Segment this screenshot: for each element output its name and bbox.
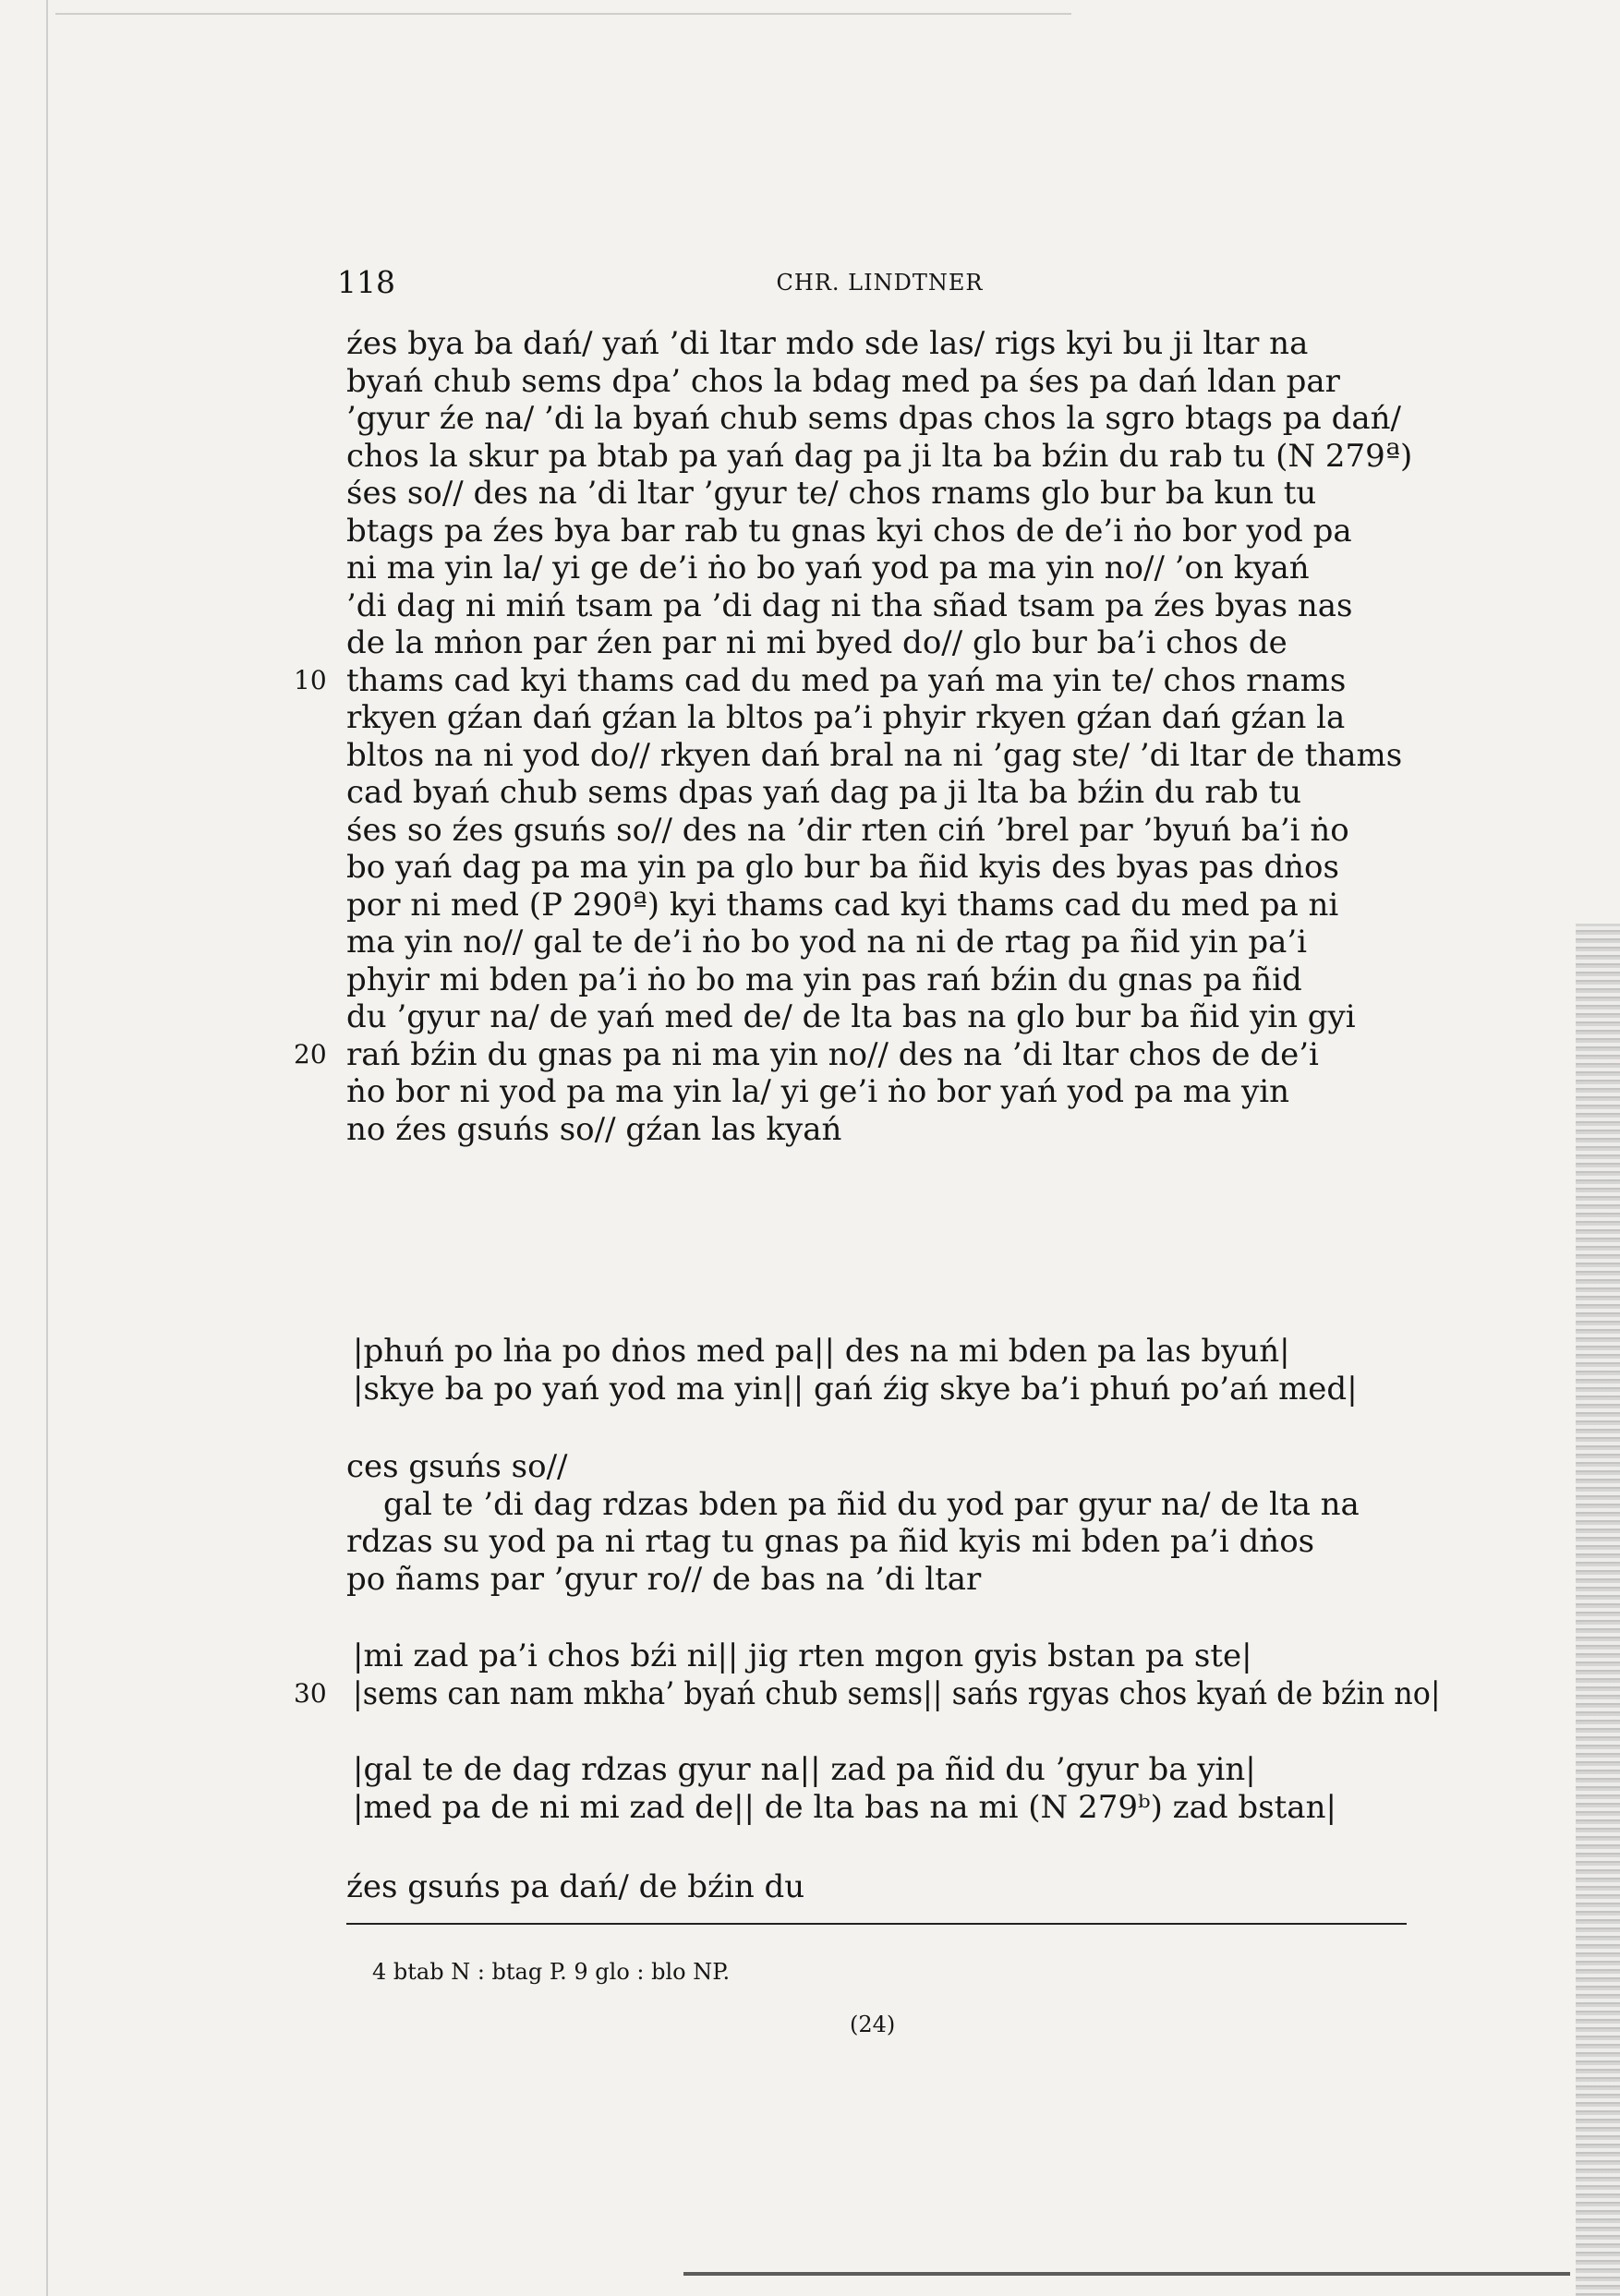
- running-head: CHR. LINDTNER: [776, 270, 984, 296]
- text-line: ṅo bor ni yod pa ma yin la/ yi ge’i ṅo bor yań yod pa ma yin: [346, 1073, 1289, 1110]
- text-line: rań bźin du gnas pa ni ma yin no// des na ’di ltar chos de de’i: [346, 1035, 1319, 1073]
- line-number: 30: [294, 1678, 327, 1709]
- scan-top-edge: [55, 13, 1071, 15]
- verse-line: |skye ba po yań yod ma yin|| gań źig skye ba’i phuń po’ań med|: [353, 1371, 1358, 1408]
- text-line: gal te ’di dag rdzas bden pa ñid du yod par gyur na/ de lta na: [383, 1485, 1360, 1523]
- text-line: ni ma yin la/ yi ge de’i ṅo bo yań yod pa ma yin no// ’on kyań: [346, 550, 1310, 586]
- scan-page-edge-texture: [1576, 924, 1620, 2296]
- text-line: śes so źes gsuńs so// des na ’dir rten ciń ’brel par ’byuń ba’i ṅo: [346, 811, 1349, 849]
- scan-binding-shadow: [46, 0, 48, 2296]
- text-line: rdzas su yod pa ni rtag tu gnas pa ñid kyis mi bden pa’i dṅos: [346, 1523, 1315, 1560]
- footnote-rule: [346, 1923, 1407, 1925]
- text-line: phyir mi bden pa’i ṅo bo ma yin pas rań bźin du gnas pa ñid: [346, 961, 1302, 998]
- text-line: btags pa źes bya bar rab tu gnas kyi chos de de’i ṅo bor yod pa: [346, 512, 1352, 550]
- text-line: ces gsuńs so//: [346, 1448, 568, 1485]
- verse-line: |med pa de ni mi zad de|| de lta bas na mi (N 279ᵇ) zad bstan|: [353, 1789, 1336, 1826]
- text-line: no źes gsuńs so// gźan las kyań: [346, 1110, 842, 1148]
- verse-line: |sems can nam mkha’ byań chub sems|| sańs rgyas chos kyań de bźin no|: [353, 1675, 1441, 1712]
- text-line: bo yań dag pa ma yin pa glo bur ba ñid kyis des byas pas dṅos: [346, 849, 1339, 886]
- page-number: 118: [337, 264, 395, 300]
- text-line: ’gyur źe na/ ’di la byań chub sems dpas chos la sgro btags pa dań/: [346, 400, 1402, 437]
- text-line: thams cad kyi thams cad du med pa yań ma yin te/ chos rnams: [346, 661, 1347, 699]
- verse-line: |gal te de dag rdzas gyur na|| zad pa ñid du ’gyur ba yin|: [353, 1751, 1256, 1788]
- text-line: źes gsuńs pa dań/ de bźin du: [346, 1868, 805, 1905]
- text-line: por ni med (P 290ª) kyi thams cad kyi thams cad du med pa ni: [346, 886, 1339, 924]
- text-line: rkyen gźan dań gźan la bltos pa’i phyir rkyen gźan dań gźan la: [346, 699, 1346, 736]
- text-line: bltos na ni yod do// rkyen dań bral na ni ’gag ste/ ’di ltar de thams: [346, 736, 1403, 774]
- text-line: ’di dag ni miń tsam pa ’di dag ni tha sñad tsam pa źes byas nas: [346, 586, 1353, 624]
- text-line: chos la skur pa btab pa yań dag pa ji lta ba bźin du rab tu (N 279ª): [346, 437, 1413, 475]
- line-number: 10: [294, 664, 327, 695]
- verse-line: |phuń po lṅa po dṅos med pa|| des na mi bden pa las byuń|: [353, 1333, 1290, 1370]
- text-line: źes bya ba dań/ yań ’di ltar mdo sde las/ rigs kyi bu ji ltar na: [346, 325, 1309, 362]
- verse-line: |mi zad pa’i chos bźi ni|| jig rten mgon gyis bstan pa ste|: [353, 1637, 1252, 1674]
- scan-bottom-edge: [683, 2272, 1570, 2276]
- signature-mark: (24): [850, 2012, 896, 2037]
- text-line: po ñams par ’gyur ro// de bas na ’di ltar: [346, 1560, 982, 1598]
- text-line: de la mṅon par źen par ni mi byed do// glo bur ba’i chos de: [346, 624, 1288, 661]
- text-line: cad byań chub sems dpas yań dag pa ji lta ba bźin du rab tu: [346, 774, 1302, 811]
- line-number: 20: [294, 1038, 327, 1069]
- text-line: śes so// des na ’di ltar ’gyur te/ chos rnams glo bur ba kun tu: [346, 475, 1317, 512]
- footnote: 4 btab N : btag P. 9 glo : blo NP.: [372, 1959, 731, 1985]
- text-line: ma yin no// gal te de’i ṅo bo yod na ni de rtag pa ñid yin pa’i: [346, 924, 1308, 961]
- page-header: [337, 264, 1422, 310]
- text-line: du ’gyur na/ de yań med de/ de lta bas na glo bur ba ñid yin gyi: [346, 998, 1356, 1035]
- text-line: byań chub sems dpa’ chos la bdag med pa śes pa dań ldan par: [346, 362, 1340, 400]
